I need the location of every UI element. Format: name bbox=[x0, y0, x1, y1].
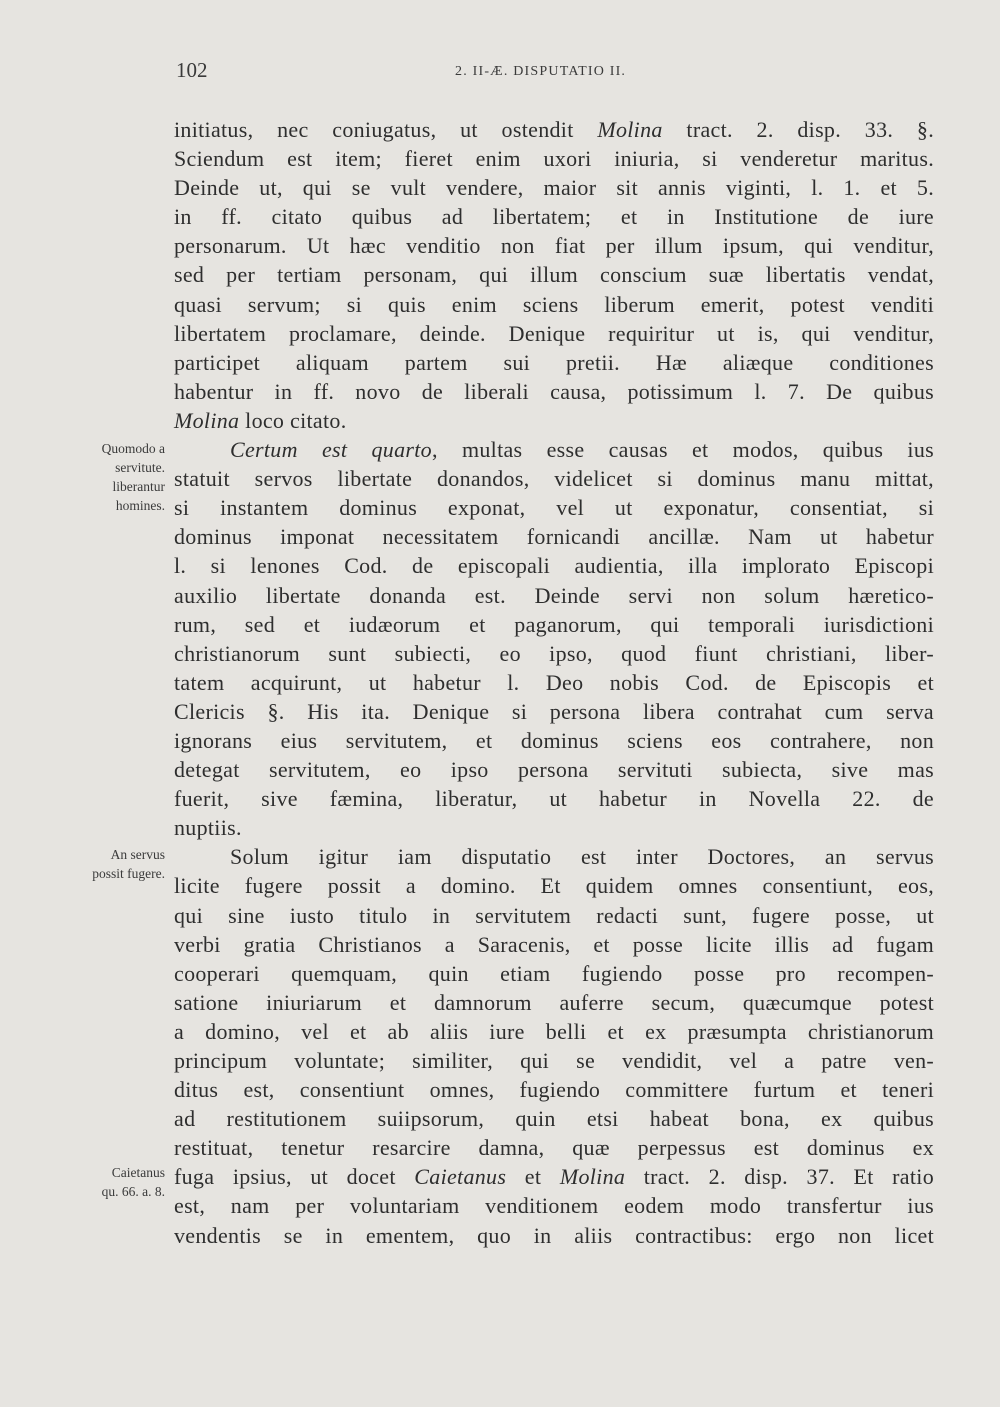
italic-text: Caietanus bbox=[414, 1164, 507, 1190]
text-line bbox=[174, 1046, 934, 1075]
margin-note-line: servitute. bbox=[115, 460, 165, 475]
text-segment: tatem acquirunt, ut habetur l. Deo nobis Cod. de Episcopis et bbox=[174, 669, 934, 695]
text-segment: dominus imponat necessitatem fornicandi ancillæ. Nam ut habetur bbox=[174, 524, 934, 550]
text-segment: Sciendum est item; fieret enim uxori iniuria, si venderetur maritus. bbox=[174, 146, 934, 172]
margin-note-line: qu. 66. a. 8. bbox=[101, 1184, 165, 1199]
text-segment: est, nam per voluntariam venditionem eodem modo transfertur ius bbox=[174, 1193, 934, 1219]
text-segment: personarum. Ut hæc venditio non fiat per illum ipsum, qui venditur, bbox=[174, 233, 934, 259]
text-segment: libertatem proclamare, deinde. Denique requiritur ut is, qui venditur, bbox=[174, 320, 934, 346]
margin-note-line: Caietanus bbox=[111, 1165, 165, 1180]
text-line bbox=[174, 697, 934, 726]
italic-text: Molina bbox=[559, 1164, 626, 1190]
text-segment: initiatus, nec coniugatus, ut ostendit bbox=[174, 117, 598, 142]
text-line bbox=[174, 813, 934, 842]
text-line bbox=[174, 551, 934, 580]
text-line bbox=[174, 988, 934, 1017]
text-line bbox=[174, 1191, 934, 1220]
text-segment: Deinde ut, qui se vult vendere, maior sit annis viginti, l. 1. et 5. bbox=[174, 175, 934, 201]
text-segment: fuerit, sive fæmina, liberatur, ut habetur in Novella 22. de bbox=[174, 786, 934, 812]
text-segment: cooperari quemquam, quin etiam fugiendo posse pro recompen- bbox=[174, 960, 934, 986]
text-segment: quasi servum; si quis enim sciens liberum emerit, potest venditi bbox=[174, 291, 934, 317]
text-line bbox=[174, 406, 934, 435]
text-line bbox=[174, 901, 934, 930]
text-line bbox=[174, 581, 934, 610]
text-segment: rum, sed et iudæorum et paganorum, qui temporali iurisdictioni bbox=[174, 611, 934, 637]
text-segment: restituat, tenetur resarcire damna, quæ perpessus est dominus ex bbox=[174, 1135, 934, 1161]
text-line bbox=[174, 668, 934, 697]
text-segment: loco citato. bbox=[239, 407, 347, 433]
text-segment: vendentis se in ementem, quo in aliis contractibus: ergo non licet bbox=[174, 1222, 934, 1248]
text-line bbox=[174, 231, 934, 260]
text-line bbox=[174, 755, 934, 784]
text-segment: et bbox=[506, 1164, 560, 1190]
text-segment: ad restitutionem suiipsorum, quin etsi habeat bona, ex quibus bbox=[174, 1106, 934, 1132]
text-line bbox=[174, 493, 934, 522]
text-segment: auxilio libertate donanda est. Deinde servi non solum hæretico- bbox=[174, 582, 934, 608]
text-segment: habentur in ff. novo de liberali causa, potissimum l. 7. De quibus bbox=[174, 378, 934, 404]
text-segment: principum voluntate; similiter, qui se vendidit, vel a patre ven- bbox=[174, 1048, 934, 1073]
margin-note-line: An servus bbox=[110, 847, 165, 862]
text-segment: in ff. citato quibus ad libertatem; et in Institutione de iure bbox=[174, 204, 934, 230]
margin-note-line: Quomodo a bbox=[101, 441, 165, 456]
text-segment: satione iniuriarum et damnorum auferre secum, quæcumque potest bbox=[174, 989, 934, 1015]
text-line bbox=[174, 522, 934, 551]
text-segment: tract. 2. disp. 33. §. bbox=[662, 117, 934, 142]
text-segment: fuga ipsius, ut docet bbox=[174, 1164, 415, 1190]
text-line bbox=[174, 319, 934, 348]
text-segment: a domino, vel et ab aliis iure belli et ex præsumpta christianorum bbox=[174, 1018, 934, 1044]
running-title: 2. II-Æ. DISPUTATIO II. bbox=[455, 64, 627, 79]
text-line bbox=[174, 784, 934, 813]
text-line bbox=[174, 871, 934, 900]
text-segment: ignorans eius servitutem, et dominus sciens eos contrahere, non bbox=[174, 727, 934, 753]
text-segment: ditus est, consentiunt omnes, fugiendo committere furtum et teneri bbox=[174, 1077, 934, 1103]
text-segment: licite fugere possit a domino. Et quidem omnes consentiunt, eos, bbox=[174, 873, 934, 899]
text-line bbox=[174, 290, 934, 319]
text-segment: statuit servos libertate donandos, videlicet si dominus manu mittat, bbox=[174, 466, 934, 492]
margin-note-line: homines. bbox=[115, 498, 165, 513]
margin-note-line: possit fugere. bbox=[92, 866, 165, 881]
text-line bbox=[174, 144, 934, 173]
text-line bbox=[174, 348, 934, 377]
text-segment: Clericis §. His ita. Denique si persona libera contrahat cum serva bbox=[174, 698, 934, 724]
text-line bbox=[174, 115, 934, 144]
text-line bbox=[174, 377, 934, 406]
margin-note bbox=[45, 845, 165, 883]
text-line bbox=[174, 1133, 934, 1162]
text-line bbox=[174, 173, 934, 202]
text-line bbox=[174, 1162, 934, 1191]
body-text bbox=[174, 115, 934, 1250]
text-segment: si instantem dominus exponat, vel ut exponatur, consentiat, si bbox=[174, 495, 934, 521]
text-line bbox=[174, 1075, 934, 1104]
text-segment: qui sine iusto titulo in servitutem redacti sunt, fugere posse, ut bbox=[174, 902, 934, 928]
margin-note-line: liberantur bbox=[112, 479, 165, 494]
text-segment: christianorum sunt subiecti, eo ipso, quod fiunt christiani, liber- bbox=[174, 640, 934, 666]
text-segment: participet aliquam partem sui pretii. Hæ aliæque conditiones bbox=[174, 349, 934, 375]
text-segment: nuptiis. bbox=[174, 815, 242, 841]
text-line bbox=[174, 435, 934, 464]
italic-text: Certum est quarto bbox=[230, 437, 432, 463]
text-segment: sed per tertiam personam, qui illum conscium suæ libertatis vendat, bbox=[174, 262, 934, 288]
text-segment: tract. 2. disp. 37. Et ratio bbox=[625, 1164, 934, 1190]
text-segment: l. si lenones Cod. de episcopali audientia, illa implorato Episcopi bbox=[174, 553, 934, 579]
text-line bbox=[174, 464, 934, 493]
italic-text: Molina bbox=[597, 117, 663, 142]
running-head bbox=[0, 58, 1000, 88]
text-segment: Solum igitur iam disputatio est inter Doctores, an servus bbox=[230, 844, 934, 870]
text-segment: detegat servitutem, eo ipso persona servituti subiecta, sive mas bbox=[174, 757, 934, 783]
italic-text: Molina bbox=[174, 407, 240, 433]
text-line bbox=[174, 202, 934, 231]
text-line bbox=[174, 1017, 934, 1046]
text-segment: verbi gratia Christianos a Saracenis, et posse licite illis ad fugam bbox=[174, 931, 934, 957]
text-line bbox=[174, 842, 934, 871]
text-line bbox=[174, 260, 934, 289]
text-line bbox=[174, 726, 934, 755]
text-line bbox=[174, 959, 934, 988]
margin-note bbox=[45, 439, 165, 515]
page-number: 102 bbox=[176, 58, 208, 82]
text-line bbox=[174, 930, 934, 959]
text-line bbox=[174, 610, 934, 639]
text-line bbox=[174, 1221, 934, 1250]
text-line bbox=[174, 639, 934, 668]
text-line bbox=[174, 1104, 934, 1133]
text-segment: , multas esse causas et modos, quibus ius bbox=[431, 437, 934, 463]
margin-note bbox=[45, 1163, 165, 1201]
